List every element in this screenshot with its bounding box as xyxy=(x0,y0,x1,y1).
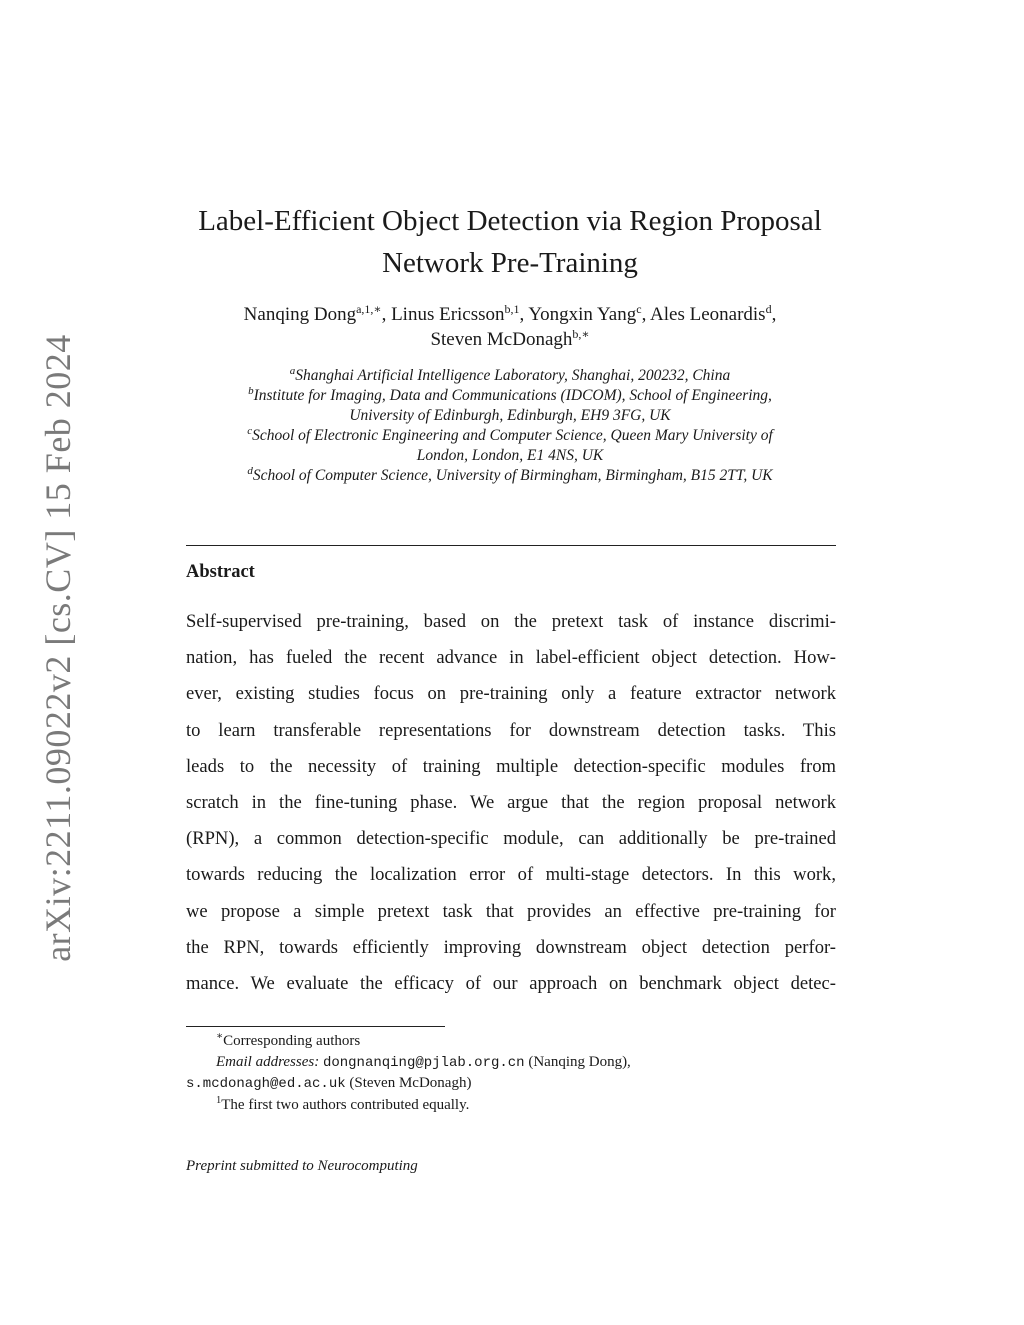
affiliation-b: $^b$Institute for Imaging, Data and Communications (IDCOM), School of Engineering, University of Edinburgh, Edinburgh, EH9 3FG, UK xyxy=(248,385,772,424)
abstract-line: we propose a simple pretext task that provides an effective pre-training for xyxy=(186,900,836,922)
author-list xyxy=(140,302,880,352)
footnote-emails: Email addresses: dongnanqing@pjlab.org.cn (Nanqing Dong), xyxy=(216,1053,631,1071)
email-link-dong[interactable]: dongnanqing@pjlab.org.cn xyxy=(322,1054,525,1071)
affiliation-list xyxy=(150,366,870,486)
abstract-line: leads to the necessity of training multiple detection-specific modules from xyxy=(186,755,836,777)
paper-title xyxy=(120,200,900,284)
abstract-line: towards reducing the localization error of multi-stage detectors. In this work, xyxy=(186,864,836,886)
footnote-corresponding: ∗Corresponding authors xyxy=(216,1031,361,1049)
preprint-notice: Preprint submitted to Neurocomputing xyxy=(186,1158,418,1174)
abstract-line: ever, existing studies focus on pre-training only a feature extractor network xyxy=(186,683,836,705)
author: Steven McDonagh$^{b,∗}$ xyxy=(430,327,590,350)
author: Yongxin Yang$^c$, xyxy=(528,302,651,325)
title-line-2: Network Pre-Training xyxy=(382,247,638,279)
arxiv-identifier-stamp: arXiv:2211.09022v2 [cs.CV] 15 Feb 2024 xyxy=(38,334,78,962)
affiliation-a: $^a$Shanghai Artificial Intelligence Laboratory, Shanghai, 200232, China xyxy=(289,365,731,384)
email-link-mcdonagh[interactable]: s.mcdonagh@ed.ac.uk xyxy=(186,1076,346,1092)
abstract-line: Self-supervised pre-training, based on the pretext task of instance discrimi- xyxy=(186,611,836,632)
footnote-equal-contribution: $^1$The first two authors contributed equally. xyxy=(216,1094,470,1113)
abstract-line: (RPN), a common detection-specific module, can additionally be pre-trained xyxy=(186,828,836,850)
abstract-top-rule xyxy=(186,545,836,546)
abstract-body xyxy=(186,604,836,1002)
footnotes xyxy=(186,1031,836,1115)
title-line-1: Label-Efficient Object Detection via Region Proposal xyxy=(198,205,822,237)
footnote-rule xyxy=(186,1026,445,1027)
author: Linus Ericsson$^{b,1}$, xyxy=(391,302,529,325)
abstract-line: the RPN, towards efficiently improving downstream object detection perfor- xyxy=(186,936,836,958)
abstract-line: to learn transferable representations for downstream detection tasks. This xyxy=(186,719,836,741)
author: Nanqing Dong$^{a,1,∗}$, xyxy=(243,302,392,325)
abstract-heading: Abstract xyxy=(186,562,255,582)
affiliation-c: $^c$School of Electronic Engineering and Computer Science, Queen Mary University of London, London, E1 4NS, UK xyxy=(247,425,773,464)
abstract-line: nation, has fueled the recent advance in label-efficient object detection. How- xyxy=(186,647,836,669)
footnote-emails-cont: s.mcdonagh@ed.ac.uk (Steven McDonagh) xyxy=(186,1075,472,1092)
abstract-line: scratch in the fine-tuning phase. We argue that the region proposal network xyxy=(186,791,836,813)
abstract-line: mance. We evaluate the efficacy of our approach on benchmark object detec- xyxy=(186,972,836,994)
affiliation-d: $^d$School of Computer Science, University of Birmingham, Birmingham, B15 2TT, UK xyxy=(247,465,773,484)
author: Ales Leonardis$^d$, xyxy=(650,302,777,325)
